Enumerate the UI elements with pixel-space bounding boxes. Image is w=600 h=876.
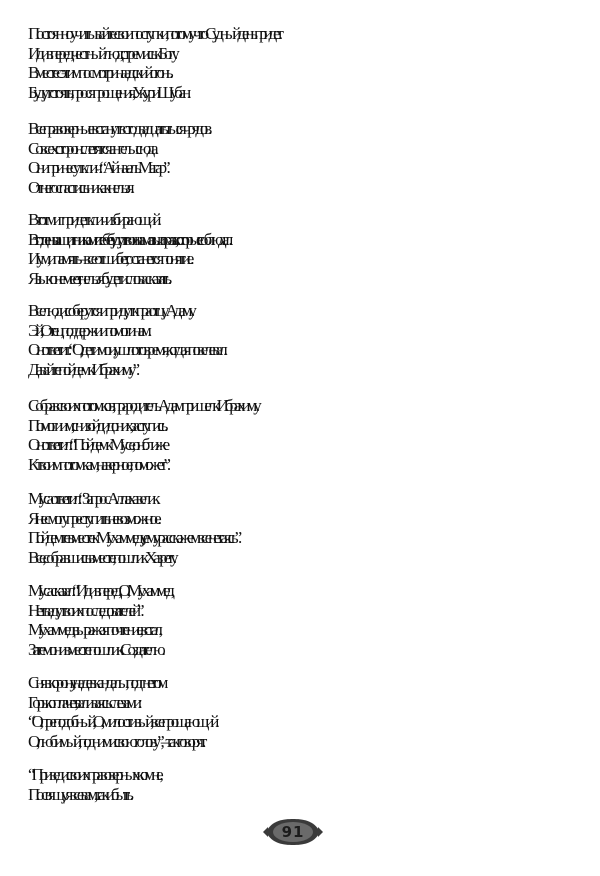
verse-line: В тот миг придет клич избирающий. (28, 210, 158, 229)
stanza-4 (28, 301, 588, 379)
verse-line: Муса ответил: “Запрос Аллаха велик. (28, 489, 157, 508)
verse-line: Язык онемеет, нельзя будет и слова сказать. (28, 268, 169, 288)
stanza-1 (28, 24, 588, 102)
stanza-8 (28, 673, 588, 751)
verse-line: Сняв корону, надев кандалы, под гнетом (28, 673, 165, 692)
verse-line: Затем они вместе пошли к Создателю. (28, 639, 162, 659)
page-number (262, 816, 324, 848)
verse-line: Нет в аду твоих последователей”. (28, 600, 141, 620)
verse-line: Он ответил: “Пойдем к Мусе, он ближе (28, 435, 167, 454)
verse-line: Со всех сторон слетятся ангелы сюда. (28, 138, 155, 158)
verse-line: Пойдемте вместе к Мухаммеду, ему расскажем все не таясь”. (28, 528, 239, 547)
verse-line: Я не смогу преступить невозможное. (28, 508, 158, 528)
page-number-text: 91 (281, 823, 305, 841)
stanza-6 (28, 489, 588, 567)
verse-line: От него спастись никак нельзя. (28, 177, 131, 197)
verse-line: Все люди соберутся и придут к праотцу Адаму. (28, 301, 192, 320)
stanza-9 (28, 765, 588, 804)
stanza-7 (28, 581, 588, 659)
verse-line: Собрав своих потомков, прародитель Адам пришел к Ибрахиму. (28, 396, 257, 415)
stanza-3 (28, 210, 588, 288)
verse-line: Посвящу я все вам, так и быть. (28, 784, 130, 804)
verse-line: Вместе с этим посмотри на адский огонь. (28, 63, 170, 82)
verse-line: В тот день защитниками тебе будут твои намазы и ораза, которые соблюдал. (28, 229, 229, 249)
verse-line: Эй, Отец, поддержи и помоги нам. (28, 320, 148, 340)
verse-line: Горько плачет, заливаясь слезами: (28, 692, 139, 712)
verse-line: Иди вперед, честный люд, стремись к Богу. (28, 43, 175, 63)
verse-line: Давайте пойдем к Ибрахиму”. (28, 359, 137, 379)
stanza-5 (28, 396, 588, 474)
verse-line: Они принесут клич: “Айна-аль Магар”. (28, 158, 167, 177)
verse-line: Все правоверные встанут в сто двадцать тысяч рядов. (28, 119, 209, 138)
verse-line: О, любимый, подними свою голову”, – так говорят. (28, 731, 203, 751)
verse-line: “О, преподобный, О, милостивый, всепрощающий. (28, 712, 216, 731)
verse-line: Все, собравшись вместе, пошли к Хазрету. (28, 547, 173, 567)
verse-line: Мухаммед, выражая почтение, встал, (28, 620, 159, 639)
verse-line: Он ответит: “О, дети мои, ушло то время, когда я повелевал. (28, 340, 224, 359)
verse-line: Будут стоять, прося прощения, Укур и Шубан. (28, 82, 188, 102)
verse-line: Постоянно учитывайте свои поступки, потому что Судный день придет. (28, 24, 279, 43)
verse-line: К твоим потомкам, наверное, поможет”. (28, 454, 168, 474)
verse-line: Помоги им, снизойди до них, заступись. (28, 415, 165, 435)
verse-line: “Приведи своих правоверных ко мне, (28, 765, 160, 784)
stanza-2 (28, 119, 588, 197)
verse-line: Муса сказал: “Иди вперед, О, Мухаммед, (28, 581, 171, 600)
verse-line: И ум, и память – все отшибет, останется понятие. (28, 249, 191, 268)
